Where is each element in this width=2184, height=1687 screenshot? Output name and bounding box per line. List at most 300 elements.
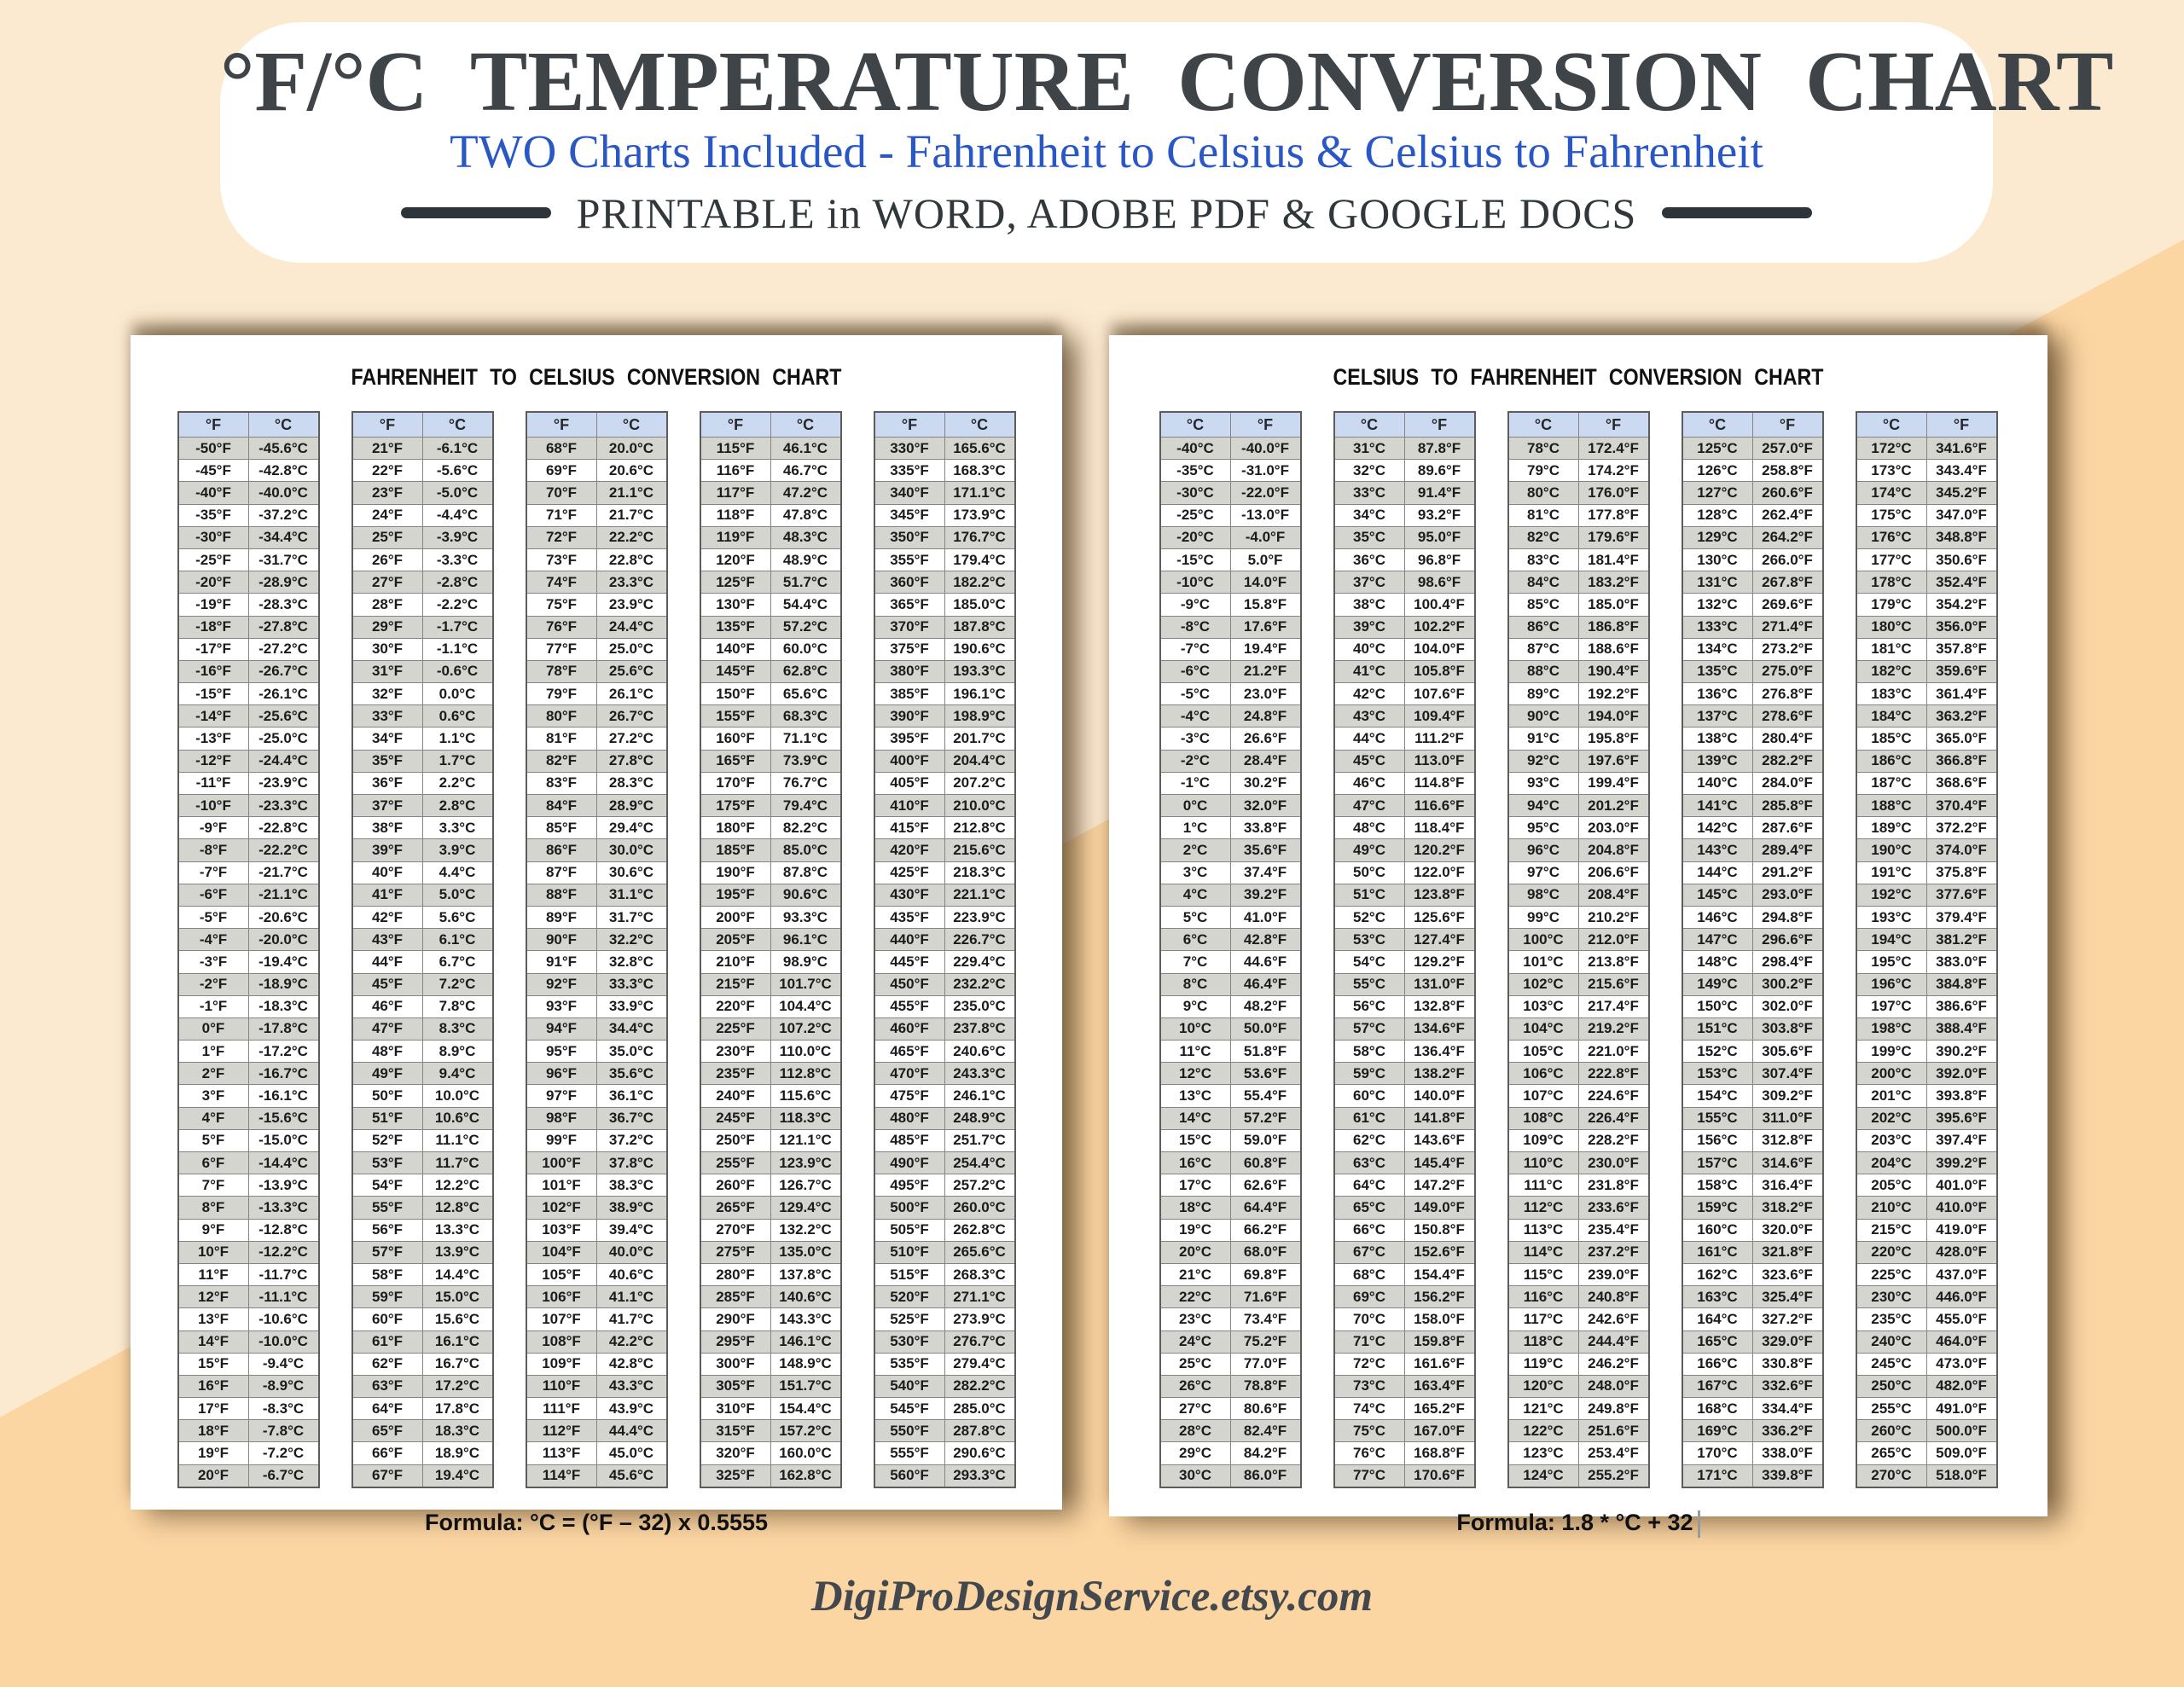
value-cell: 190.6°C: [944, 638, 1015, 660]
value-cell: 31°F: [352, 660, 423, 682]
value-cell: -10.6°C: [248, 1308, 319, 1330]
value-cell: 366.8°F: [1926, 750, 1997, 772]
column-header: °F: [874, 412, 945, 438]
value-cell: 440°F: [874, 929, 945, 951]
table-row: [700, 1197, 841, 1219]
table-row: [1334, 839, 1475, 861]
table-row: [700, 973, 841, 995]
value-cell: 187°C: [1856, 772, 1927, 794]
value-cell: 105°F: [526, 1263, 597, 1285]
table-row: [1160, 683, 1301, 705]
value-cell: 185°F: [700, 839, 771, 861]
value-cell: 119°F: [700, 526, 771, 548]
value-cell: -20°F: [178, 571, 249, 594]
value-cell: 79°C: [1508, 460, 1579, 482]
table-row: [1334, 1041, 1475, 1063]
value-cell: -37.2°C: [248, 504, 319, 526]
value-cell: 510°F: [874, 1241, 945, 1263]
value-cell: 149.0°F: [1404, 1197, 1475, 1219]
table-row: [1334, 1197, 1475, 1219]
table-row: [1160, 906, 1301, 928]
value-cell: 103°C: [1508, 995, 1579, 1017]
table-row: [700, 772, 841, 794]
value-cell: 68°C: [1334, 1263, 1405, 1285]
table-row: [700, 504, 841, 526]
value-cell: 44°C: [1334, 728, 1405, 750]
table-row: [178, 1197, 319, 1219]
value-cell: 172.4°F: [1578, 438, 1649, 460]
value-cell: 167.0°F: [1404, 1420, 1475, 1442]
value-cell: 316.4°F: [1752, 1174, 1823, 1197]
table-row: [1682, 861, 1823, 884]
value-cell: 51°F: [352, 1107, 423, 1129]
table-row: [1682, 1398, 1823, 1420]
value-cell: 38°C: [1334, 594, 1405, 616]
value-cell: 71.1°C: [770, 728, 841, 750]
table-row: [1508, 460, 1649, 482]
value-cell: 361.4°F: [1926, 683, 1997, 705]
value-cell: 37.2°C: [596, 1129, 667, 1151]
table-row: [526, 817, 667, 839]
value-cell: 11.7°C: [422, 1152, 493, 1174]
value-cell: 68.3°C: [770, 705, 841, 728]
table-row: [1160, 795, 1301, 817]
printable-text: PRINTABLE in WORD, ADOBE PDF & GOOGLE DOCS: [576, 188, 1637, 237]
value-cell: -5°F: [178, 906, 249, 928]
table-row: [352, 638, 493, 660]
value-cell: 379.4°F: [1926, 906, 1997, 928]
value-cell: 21°F: [352, 438, 423, 460]
value-cell: 302.0°F: [1752, 995, 1823, 1017]
value-cell: 338.0°F: [1752, 1442, 1823, 1464]
value-cell: 125°C: [1682, 438, 1753, 460]
value-cell: 42.8°C: [596, 1353, 667, 1375]
table-row: [1856, 1241, 1997, 1263]
value-cell: 33.9°C: [596, 995, 667, 1017]
table-row: [1160, 951, 1301, 973]
value-cell: 41.1°C: [596, 1286, 667, 1308]
table-row: [874, 884, 1015, 906]
table-row: [526, 1063, 667, 1085]
value-cell: 495°F: [874, 1174, 945, 1197]
value-cell: 27.8°C: [596, 750, 667, 772]
value-cell: -18°F: [178, 616, 249, 638]
value-cell: 35°C: [1334, 526, 1405, 548]
table-row: [874, 1063, 1015, 1085]
value-cell: 505°F: [874, 1219, 945, 1241]
table-row: [874, 1286, 1015, 1308]
table-row: [1682, 1286, 1823, 1308]
table-row: [1160, 1308, 1301, 1330]
table-row: [874, 728, 1015, 750]
value-cell: 280.4°F: [1752, 728, 1823, 750]
value-cell: 25.0°C: [596, 638, 667, 660]
value-cell: -8°C: [1160, 616, 1231, 638]
value-cell: -3.9°C: [422, 526, 493, 548]
value-cell: 446.0°F: [1926, 1286, 1997, 1308]
value-cell: 146.1°C: [770, 1330, 841, 1353]
value-cell: 347.0°F: [1926, 504, 1997, 526]
table-row: [526, 1219, 667, 1241]
value-cell: 139°C: [1682, 750, 1753, 772]
value-cell: 132°C: [1682, 594, 1753, 616]
table-group: [1109, 411, 2048, 1488]
conversion-table: [1159, 411, 1302, 1488]
table-row: [1508, 839, 1649, 861]
value-cell: 110°F: [526, 1375, 597, 1397]
table-row: [526, 683, 667, 705]
value-cell: 69°C: [1334, 1286, 1405, 1308]
value-cell: 284.0°F: [1752, 772, 1823, 794]
value-cell: 290.6°C: [944, 1442, 1015, 1464]
table-row: [1508, 750, 1649, 772]
value-cell: -22.0°F: [1230, 482, 1301, 504]
value-cell: 235°C: [1856, 1308, 1927, 1330]
value-cell: 105°C: [1508, 1041, 1579, 1063]
table-row: [1682, 1017, 1823, 1040]
value-cell: 195.8°F: [1578, 728, 1649, 750]
value-cell: 470°F: [874, 1063, 945, 1085]
table-row: [1682, 884, 1823, 906]
value-cell: -34.4°C: [248, 526, 319, 548]
table-row: [352, 839, 493, 861]
table-row: [1682, 906, 1823, 928]
value-cell: 372.2°F: [1926, 817, 1997, 839]
table-row: [1508, 1464, 1649, 1487]
table-row: [1682, 1263, 1823, 1285]
table-row: [352, 526, 493, 548]
value-cell: 148°C: [1682, 951, 1753, 973]
value-cell: 250°C: [1856, 1375, 1927, 1397]
table-row: [874, 660, 1015, 682]
table-row: [526, 705, 667, 728]
value-cell: 223.9°C: [944, 906, 1015, 928]
value-cell: 9.4°C: [422, 1063, 493, 1085]
table-row: [874, 795, 1015, 817]
value-cell: 315°F: [700, 1420, 771, 1442]
table-row: [1856, 1063, 1997, 1085]
subtitle: TWO Charts Included - Fahrenheit to Celsius & Celsius to Fahrenheit: [450, 125, 1763, 178]
value-cell: 6.7°C: [422, 951, 493, 973]
value-cell: 215°C: [1856, 1219, 1927, 1241]
value-cell: 5.6°C: [422, 906, 493, 928]
formula: [131, 1510, 1062, 1536]
table-row: [1682, 1085, 1823, 1107]
table-row: [178, 460, 319, 482]
table-row: [178, 728, 319, 750]
value-cell: 321.8°F: [1752, 1241, 1823, 1263]
value-cell: -45.6°C: [248, 438, 319, 460]
table-row: [1856, 1420, 1997, 1442]
table-row: [1508, 705, 1649, 728]
value-cell: 1.7°C: [422, 750, 493, 772]
conversion-table: [1856, 411, 1998, 1488]
value-cell: 198°C: [1856, 1017, 1927, 1040]
value-cell: 273.9°C: [944, 1308, 1015, 1330]
table-row: [526, 750, 667, 772]
value-cell: 285.8°F: [1752, 795, 1823, 817]
value-cell: 270°C: [1856, 1464, 1927, 1487]
table-row: [874, 750, 1015, 772]
table-row: [352, 1464, 493, 1487]
value-cell: 500.0°F: [1926, 1420, 1997, 1442]
value-cell: 22.8°C: [596, 548, 667, 571]
value-cell: 230°C: [1856, 1286, 1927, 1308]
table-row: [352, 973, 493, 995]
table-row: [1856, 1152, 1997, 1174]
table-row: [352, 705, 493, 728]
value-cell: 89°C: [1508, 683, 1579, 705]
value-cell: 399.2°F: [1926, 1152, 1997, 1174]
table-row: [1856, 1375, 1997, 1397]
value-cell: 125.6°F: [1404, 906, 1475, 928]
table-row: [1856, 795, 1997, 817]
value-cell: 380°F: [874, 660, 945, 682]
value-cell: 37°C: [1334, 571, 1405, 594]
value-cell: 332.6°F: [1752, 1375, 1823, 1397]
column-header: °F: [352, 412, 423, 438]
conversion-table: [1333, 411, 1476, 1488]
table-row: [874, 1464, 1015, 1487]
value-cell: 122.0°F: [1404, 861, 1475, 884]
value-cell: 17.8°C: [422, 1398, 493, 1420]
value-cell: 43.9°C: [596, 1398, 667, 1420]
value-cell: 490°F: [874, 1152, 945, 1174]
table-row: [1334, 1263, 1475, 1285]
value-cell: 235.0°C: [944, 995, 1015, 1017]
table-row: [1508, 1241, 1649, 1263]
value-cell: 176°C: [1856, 526, 1927, 548]
value-cell: -3°F: [178, 951, 249, 973]
table-row: [1682, 772, 1823, 794]
value-cell: 231.8°F: [1578, 1174, 1649, 1197]
table-row: [352, 571, 493, 594]
table-row: [526, 438, 667, 460]
value-cell: 18.3°C: [422, 1420, 493, 1442]
table-row: [700, 1129, 841, 1151]
value-cell: 235.4°F: [1578, 1219, 1649, 1241]
column-header: °F: [1230, 412, 1301, 438]
value-cell: 280°F: [700, 1263, 771, 1285]
table-row: [700, 438, 841, 460]
value-cell: 120°F: [700, 548, 771, 571]
table-row: [1682, 795, 1823, 817]
table-row: [1334, 1353, 1475, 1375]
value-cell: 113°F: [526, 1442, 597, 1464]
value-cell: 250°F: [700, 1129, 771, 1151]
value-cell: 101°F: [526, 1174, 597, 1197]
value-cell: 55.4°F: [1230, 1085, 1301, 1107]
table-row: [1856, 1398, 1997, 1420]
table-row: [1508, 438, 1649, 460]
table-row: [1508, 906, 1649, 928]
value-cell: 62.6°F: [1230, 1174, 1301, 1197]
value-cell: 108°C: [1508, 1107, 1579, 1129]
table-row: [874, 1219, 1015, 1241]
value-cell: 40.6°C: [596, 1263, 667, 1285]
value-cell: 186°C: [1856, 750, 1927, 772]
table-row: [526, 1286, 667, 1308]
value-cell: 69°F: [526, 460, 597, 482]
table-row: [1160, 1398, 1301, 1420]
value-cell: 111°F: [526, 1398, 597, 1420]
value-cell: 113.0°F: [1404, 750, 1475, 772]
table-row: [1334, 1129, 1475, 1151]
value-cell: -1.7°C: [422, 616, 493, 638]
value-cell: 509.0°F: [1926, 1442, 1997, 1464]
value-cell: 32°F: [352, 683, 423, 705]
value-cell: 112°C: [1508, 1197, 1579, 1219]
value-cell: 9°C: [1160, 995, 1231, 1017]
value-cell: 428.0°F: [1926, 1241, 1997, 1263]
value-cell: 194°C: [1856, 929, 1927, 951]
table-row: [700, 795, 841, 817]
table-row: [178, 750, 319, 772]
value-cell: 107°F: [526, 1308, 597, 1330]
value-cell: 111°C: [1508, 1174, 1579, 1197]
table-row: [1856, 1442, 1997, 1464]
value-cell: 384.8°F: [1926, 973, 1997, 995]
value-cell: 226.7°C: [944, 929, 1015, 951]
value-cell: -30°F: [178, 526, 249, 548]
printable-line: [220, 188, 1993, 238]
table-row: [1682, 504, 1823, 526]
value-cell: 55°F: [352, 1197, 423, 1219]
table-row: [1856, 683, 1997, 705]
value-cell: 356.0°F: [1926, 616, 1997, 638]
value-cell: 8.3°C: [422, 1017, 493, 1040]
table-row: [700, 1085, 841, 1107]
value-cell: 32.8°C: [596, 951, 667, 973]
value-cell: 296.6°F: [1752, 929, 1823, 951]
value-cell: 46.7°C: [770, 460, 841, 482]
conversion-table: [700, 411, 842, 1488]
value-cell: 28.4°F: [1230, 750, 1301, 772]
value-cell: 62°F: [352, 1353, 423, 1375]
table-row: [1856, 884, 1997, 906]
value-cell: -28.3°C: [248, 594, 319, 616]
value-cell: 7°F: [178, 1174, 249, 1197]
table-row: [1682, 1152, 1823, 1174]
table-row: [1508, 526, 1649, 548]
table-row: [700, 616, 841, 638]
column-header: °F: [1578, 412, 1649, 438]
value-cell: 8°C: [1160, 973, 1231, 995]
table-row: [1682, 638, 1823, 660]
value-cell: 1.1°C: [422, 728, 493, 750]
table-row: [352, 1375, 493, 1397]
value-cell: 160°C: [1682, 1219, 1753, 1241]
table-row: [1334, 1152, 1475, 1174]
table-row: [1508, 861, 1649, 884]
table-row: [700, 1041, 841, 1063]
value-cell: -16°F: [178, 660, 249, 682]
table-row: [178, 616, 319, 638]
value-cell: -27.8°C: [248, 616, 319, 638]
value-cell: 195°F: [700, 884, 771, 906]
value-cell: 276.8°F: [1752, 683, 1823, 705]
value-cell: 154°C: [1682, 1085, 1753, 1107]
value-cell: 279.4°C: [944, 1353, 1015, 1375]
value-cell: 257.2°C: [944, 1174, 1015, 1197]
value-cell: 307.4°F: [1752, 1063, 1823, 1085]
value-cell: 33°F: [352, 705, 423, 728]
table-row: [1856, 548, 1997, 571]
value-cell: 264.2°F: [1752, 526, 1823, 548]
table-row: [352, 1017, 493, 1040]
value-cell: 253.4°F: [1578, 1442, 1649, 1464]
table-row: [526, 1085, 667, 1107]
value-cell: 207.2°C: [944, 772, 1015, 794]
table-row: [352, 1398, 493, 1420]
value-cell: 26°C: [1160, 1375, 1231, 1397]
value-cell: -50°F: [178, 438, 249, 460]
value-cell: 42.8°F: [1230, 929, 1301, 951]
table-row: [1856, 995, 1997, 1017]
value-cell: 157.2°C: [770, 1420, 841, 1442]
table-row: [1160, 1263, 1301, 1285]
value-cell: -14°F: [178, 705, 249, 728]
value-cell: 61°C: [1334, 1107, 1405, 1129]
value-cell: 210°F: [700, 951, 771, 973]
value-cell: 143.3°C: [770, 1308, 841, 1330]
table-row: [178, 1308, 319, 1330]
value-cell: 240.8°F: [1578, 1286, 1649, 1308]
value-cell: 20.6°C: [596, 460, 667, 482]
value-cell: 72°C: [1334, 1353, 1405, 1375]
value-cell: -13.0°F: [1230, 504, 1301, 526]
conversion-table: [351, 411, 494, 1488]
table-row: [526, 1420, 667, 1442]
table-row: [1508, 1219, 1649, 1241]
value-cell: 36°F: [352, 772, 423, 794]
value-cell: -3°C: [1160, 728, 1231, 750]
value-cell: 43.3°C: [596, 1375, 667, 1397]
value-cell: 104°C: [1508, 1017, 1579, 1040]
value-cell: 38.3°C: [596, 1174, 667, 1197]
table-row: [352, 1129, 493, 1151]
value-cell: -25.6°C: [248, 705, 319, 728]
value-cell: 260.6°F: [1752, 482, 1823, 504]
table-row: [1682, 929, 1823, 951]
table-row: [700, 594, 841, 616]
value-cell: 1°F: [178, 1041, 249, 1063]
value-cell: 336.2°F: [1752, 1420, 1823, 1442]
value-cell: 73°F: [526, 548, 597, 571]
value-cell: 248.9°C: [944, 1107, 1015, 1129]
value-cell: 330°F: [874, 438, 945, 460]
value-cell: 285°F: [700, 1286, 771, 1308]
table-row: [1682, 1442, 1823, 1464]
value-cell: 103°F: [526, 1219, 597, 1241]
table-row: [526, 1353, 667, 1375]
table-row: [1160, 772, 1301, 794]
value-cell: 282.2°F: [1752, 750, 1823, 772]
value-cell: 300°F: [700, 1353, 771, 1375]
value-cell: 35.6°C: [596, 1063, 667, 1085]
table-row: [1160, 616, 1301, 638]
table-row: [874, 571, 1015, 594]
value-cell: 54°C: [1334, 951, 1405, 973]
value-cell: 82.4°F: [1230, 1420, 1301, 1442]
value-cell: 35.6°F: [1230, 839, 1301, 861]
value-cell: 206.6°F: [1578, 861, 1649, 884]
value-cell: 196°C: [1856, 973, 1927, 995]
table-row: [874, 638, 1015, 660]
value-cell: 377.6°F: [1926, 884, 1997, 906]
value-cell: 530°F: [874, 1330, 945, 1353]
value-cell: 51.8°F: [1230, 1041, 1301, 1063]
